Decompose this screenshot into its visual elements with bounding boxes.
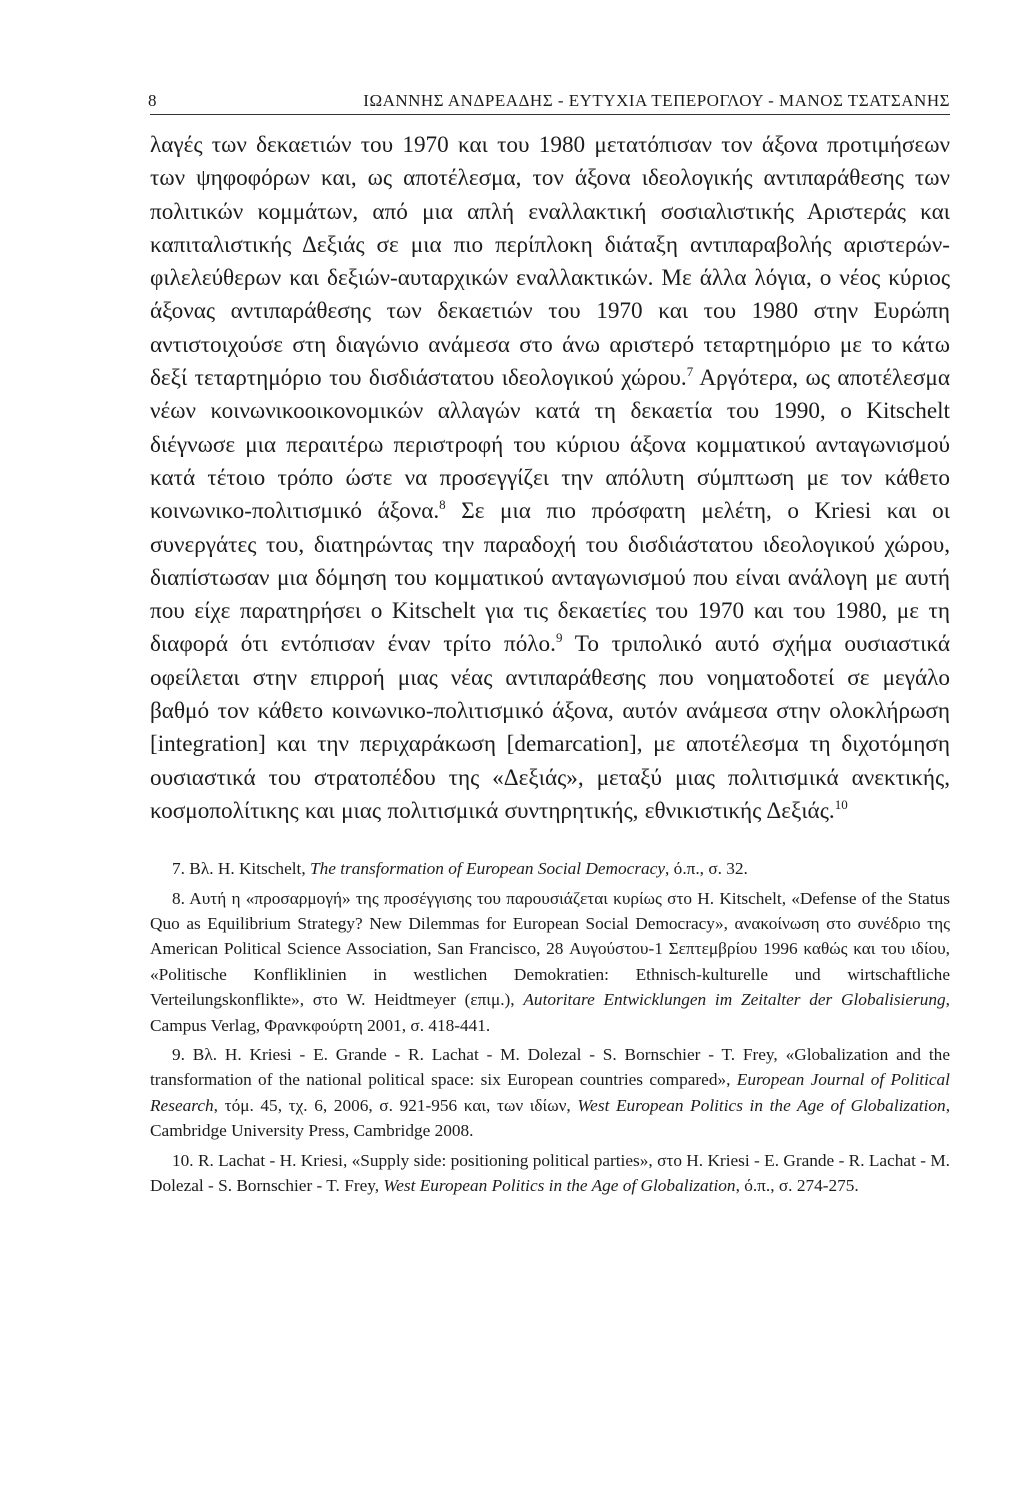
book-page	[150, 88, 950, 1203]
footnote-7	[150, 856, 950, 881]
body-segment-3: Σε μια πιο πρόσφατη μελέτη, ο Kriesi και οι συνεργάτες του, διατηρώντας την παραδοχή του δισδιάστατου ιδεολογικού χώρου, διαπίστωσαν μια δόμηση του κομματικού ανταγωνισμού που είναι ανάλογη με αυτή που είχε παρατηρήσει ο Kitschelt για τις δεκαετίες του 1970 και του 1980, με τη διαφορά ότι εντόπισαν έναν τρίτο πόλο.	[150, 498, 950, 658]
footnote-10	[150, 1148, 950, 1199]
footnotes	[150, 856, 950, 1198]
footnote-ref-8: 8	[439, 497, 446, 513]
footnote-ref-10: 10	[834, 796, 848, 812]
footnote-title: West European Politics in the Age of Globalization	[577, 1095, 946, 1115]
body-text	[150, 129, 950, 828]
footnote-text: R. Lachat - H. Kriesi, «Supply side: positioning political parties», στο H. Kriesi - E. Grande - R. Lachat - M. Dolezal - S. Bornschier - T. Frey,	[150, 1150, 950, 1196]
body-segment-2: Αργότερα, ως αποτέλεσμα νέων κοινωνικοοικονομικών αλλαγών κατά τη δεκαετία του 1990, ο Kitschelt διέγνωσε μια περαιτέρω περιστροφή του κύριου άξονα κομματικού ανταγωνισμού κατά τέτοιο τρόπο ώστε να προσεγγίζει την απόλυτη σύμπτωση με τον κάθετο κοινωνικο-πολιτισμικό άξονα.	[150, 365, 950, 525]
running-header	[150, 88, 950, 115]
footnote-title: Autoritare Entwicklungen im Zeitalter der Globalisierung	[523, 990, 946, 1010]
footnote-text: , ό.π., σ. 274-275.	[735, 1176, 859, 1196]
footnote-text: Βλ. H. Kitschelt,	[184, 859, 310, 879]
footnote-text: , τόμ. 45, τχ. 6, 2006, σ. 921-956 και, των ιδίων,	[213, 1095, 578, 1115]
footnote-text: , Cambridge University Press, Cambridge 2008.	[150, 1095, 951, 1141]
body-segment-1: λαγές των δεκαετιών του 1970 και του 1980 μετατόπισαν τον άξονα προτιμήσεων των ψηφοφόρων και, ως αποτέλεσμα, τον άξονα ιδεολογικής αντιπαράθεσης των πολιτικών κομμάτων, από μια απλή εναλλακτική σοσιαλιστικής Αριστεράς και καπιταλιστικής Δεξιάς σε μια πιο περίπλοκη διάταξη αντιπαραβολής αριστερών-φιλελεύθερων και δεξιών-αυταρχικών εναλλακτικών. Με άλλα λόγια, ο νέος κύριος άξονας αντιπαράθεσης των δεκαετιών του 1970 και του 1980 στην Ευρώπη αντιστοιχούσε στη διαγώνιο ανάμεσα στο άνω αριστερό τεταρτημόριο με το κάτω δεξί τεταρτημόριο του δισδιάστατου ιδεολογικού χώρου.	[150, 132, 950, 392]
footnote-number: 10.	[172, 1150, 194, 1170]
footnote-title: The transformation of European Social Democracy	[310, 859, 666, 879]
footnote-title: West European Politics in the Age of Globalization	[383, 1176, 736, 1196]
footnote-text: , Campus Verlag, Φρανκφούρτη 2001, σ. 418-441.	[150, 990, 950, 1035]
footnote-text: Αυτή η «προσαρμογή» της προσέγγισης του παρουσιάζεται κυρίως στο H. Kitschelt, «Defense of the Status Quo as Equilibrium Strategy? New Dilemmas for European Social Democracy», ανακοίνωση στο συνέδριο της American Political Science Association, San Francisco, 28 Αυγούστου-1 Σεπτεμβρίου 1996 καθώς και του ιδίου, «Politische Konfliklinien in westlichen Demokratien: Ethnisch-kulturelle und wirtschaftliche Verteilungskonflikte», στο W. Heidtmeyer (επιμ.),	[150, 888, 950, 1010]
footnote-number: 8.	[172, 888, 185, 908]
body-paragraph	[150, 129, 950, 828]
footnote-ref-9: 9	[555, 630, 563, 646]
footnote-number: 9.	[172, 1045, 185, 1065]
page-number: 8	[148, 91, 157, 110]
footnote-ref-7: 7	[686, 364, 694, 380]
running-header-authors: ΙΩΑΝΝΗΣ ΑΝΔΡΕΑΔΗΣ - ΕΥΤΥΧΙΑ ΤΕΠΕΡΟΓΛΟΥ - ΜΑΝΟΣ ΤΣΑΤΣΑΝΗΣ	[363, 91, 950, 110]
footnote-8	[150, 886, 950, 1038]
body-segment-4: Το τριπολικό αυτό σχήμα ουσιαστικά οφείλεται στην επιρροή μιας νέας αντιπαράθεσης που νοηματοδοτεί σε μεγάλο βαθμό τον κάθετο κοινωνικο-πολιτισμικό άξονα, αυτόν ανάμεσα στην ολοκλήρωση [integration] και την περιχαράκωση [demarcation], με αποτέλεσμα τη διχοτόμηση ουσιαστικά του στρατοπέδου της «Δεξιάς», μεταξύ μιας πολιτισμικά ανεκτικής, κοσμοπολίτικης και μιας πολιτισμικά συντηρητικής, εθνικιστικής Δεξιάς.	[150, 631, 950, 824]
footnote-9	[150, 1042, 950, 1144]
footnote-text: Βλ. H. Kriesi - E. Grande - R. Lachat - M. Dolezal - S. Bornschier - T. Frey, «Globalization and the transformation of the national political space: six European countries compared»,	[150, 1045, 950, 1090]
footnote-number: 7.	[172, 859, 185, 879]
footnote-title: European Journal of Political Research	[150, 1070, 950, 1115]
footnote-text: , ό.π., σ. 32.	[665, 859, 748, 879]
